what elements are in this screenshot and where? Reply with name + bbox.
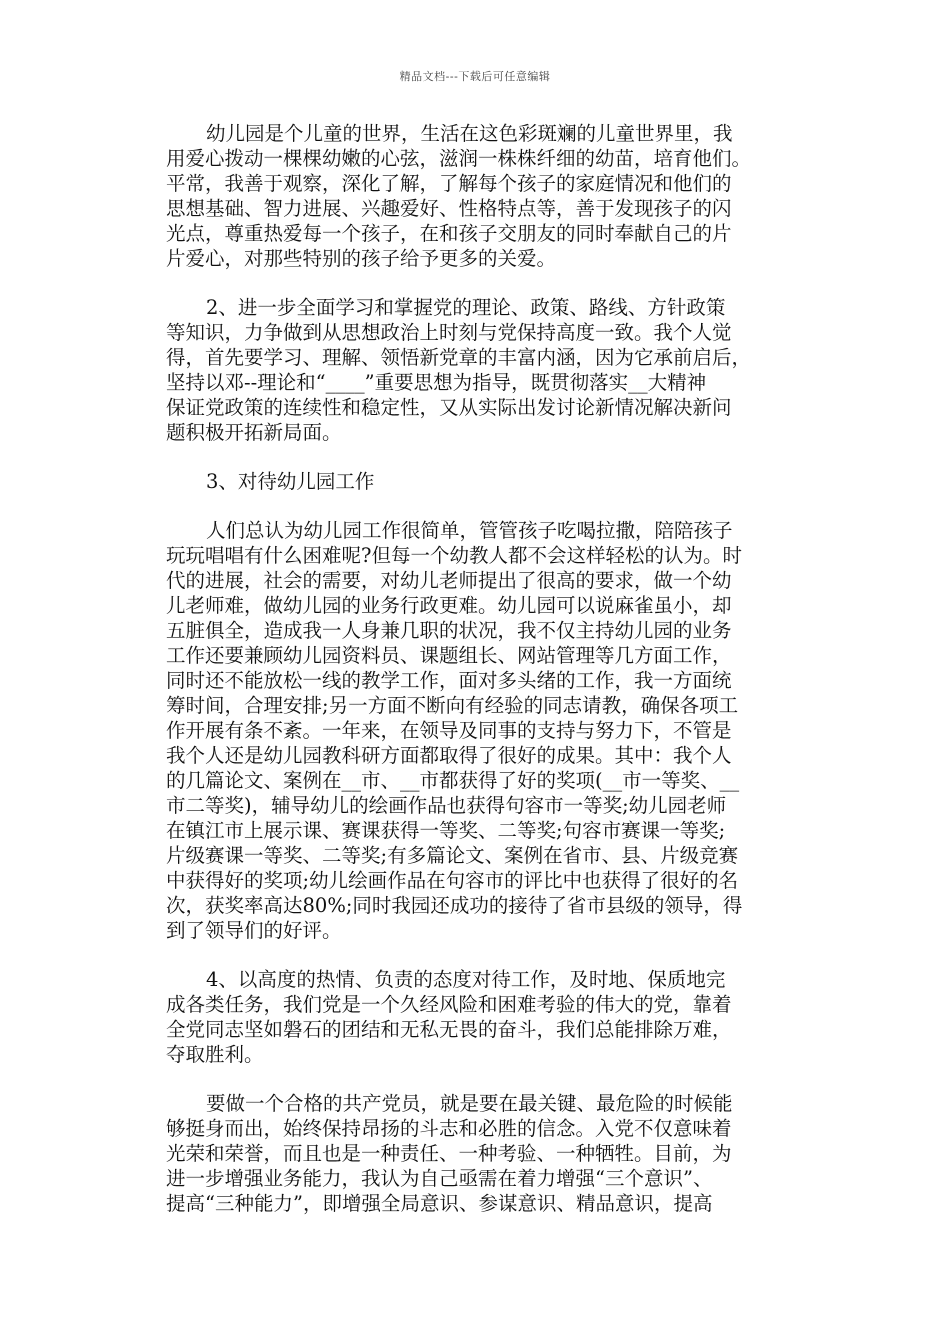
text-line: 2、进一步全面学习和掌握党的理论、政策、路线、方针政策	[206, 296, 726, 319]
text-line: 光点，尊重热爱每一个孩子，在和孩子交朋友的同时奉献自己的片	[166, 222, 732, 245]
page-header: 精品文档---下载后可任意编辑	[399, 70, 551, 83]
text-line: 我个人还是幼儿园教科研方面都取得了很好的成果。其中：我个人	[166, 744, 732, 767]
paragraph-kindergarten-work	[166, 518, 806, 943]
text-line: 工作还要兼顾幼儿园资料员、课题组长、网站管理等几方面工作，	[166, 644, 732, 667]
paragraph-gap	[166, 271, 806, 295]
text-line: 要做一个合格的共产党员，就是要在最关键、最危险的时候能	[206, 1092, 733, 1115]
text-line: 代的进展，社会的需要，对幼儿老师提出了很高的要求，做一个幼	[166, 569, 732, 592]
text-line: 够挺身而出，始终保持昂扬的斗志和必胜的信念。入党不仅意味着	[166, 1117, 732, 1140]
text-line: 提高“三种能力”，即增强全局意识、参谋意识、精品意识，提高	[166, 1192, 713, 1215]
text-line: 在镇江市上展示课、赛课获得一等奖、二等奖;句容市赛课一等奖;	[166, 819, 726, 842]
text-line: 坚持以邓--理论和“____”重要思想为指导，既贯彻落实__大精神	[166, 371, 707, 394]
text-line: 儿老师难，做幼儿园的业务行政更难。幼儿园可以说麻雀虽小，却	[166, 594, 732, 617]
text-line: 全党同志坚如磐石的团结和无私无畏的奋斗，我们总能排除万难，	[166, 1018, 732, 1041]
text-line: 人们总认为幼儿园工作很简单，管管孩子吃喝拉撒，陪陪孩子	[206, 519, 733, 542]
text-line: 次，获奖率高达80%;同时我园还成功的接待了省市县级的领导，得	[166, 894, 743, 917]
text-line: 用爱心拨动一棵棵幼嫩的心弦，滋润一株株纤细的幼苗，培育他们。	[166, 147, 752, 170]
paragraph-gap	[166, 445, 806, 469]
text-line: 夺取胜利。	[166, 1043, 264, 1066]
text-line: 得，首先要学习、理解、领悟新党章的丰富内涵，因为它承前启后，	[166, 346, 752, 369]
paragraph-gap	[166, 494, 806, 518]
document-body	[166, 121, 806, 1216]
text-line: 五脏俱全，造成我一人身兼几职的状况，我不仅主持幼儿园的业务	[166, 619, 732, 642]
text-line: 到了领导们的好评。	[166, 919, 342, 942]
text-line: 中获得好的奖项;幼儿绘画作品在句容市的评比中也获得了很好的名	[166, 869, 739, 892]
text-line: 玩玩唱唱有什么困难呢?但每一个幼教人都不会这样轻松的认为。时	[166, 544, 742, 567]
paragraph-gap	[166, 1067, 806, 1091]
text-line: 作开展有条不紊。一年来，在领导及同事的支持与努力下，不管是	[166, 719, 732, 742]
text-line: 保证党政策的连续性和稳定性，又从实际出发讨论新情况解决新问	[166, 396, 732, 419]
text-line: 片级赛课一等奖、二等奖;有多篇论文、案例在省市、县、片级竞赛	[166, 844, 739, 867]
text-line: 4、以高度的热情、负责的态度对待工作，及时地、保质地完	[206, 968, 726, 991]
text-line: 光荣和荣誉，而且也是一种责任、一种考验、一种牺牲。目前，为	[166, 1142, 732, 1165]
paragraph-item-2	[166, 295, 806, 445]
text-line: 题积极开拓新局面。	[166, 421, 342, 444]
paragraph-kindergarten-world	[166, 121, 806, 271]
text-line: 同时还不能放松一线的教学工作，面对多头绪的工作，我一方面统	[166, 669, 732, 692]
section-heading: 3、对待幼儿园工作	[206, 470, 375, 493]
paragraph-item-4	[166, 967, 806, 1067]
text-line: 等知识，力争做到从思想政治上时刻与党保持高度一致。我个人觉	[166, 321, 732, 344]
paragraph-gap	[166, 943, 806, 967]
text-line: 成各类任务，我们党是一个久经风险和困难考验的伟大的党，靠着	[166, 993, 732, 1016]
text-line: 片爱心，对那些特别的孩子给予更多的关爱。	[166, 247, 557, 270]
text-line: 平常，我善于观察，深化了解，了解每个孩子的家庭情况和他们的	[166, 172, 732, 195]
text-line: 幼儿园是个儿童的世界，生活在这色彩斑斓的儿童世界里，我	[206, 122, 733, 145]
text-line: 进一步增强业务能力，我认为自己亟需在着力增强“三个意识”、	[166, 1167, 713, 1190]
paragraph-party-member	[166, 1091, 806, 1216]
text-line: 市二等奖)，辅导幼儿的绘画作品也获得句容市一等奖;幼儿园老师	[166, 794, 727, 817]
text-line: 筹时间，合理安排;另一方面不断向有经验的同志请教，确保各项工	[166, 694, 739, 717]
text-line: 的几篇论文、案例在__市、__市都获得了好的奖项(__市一等奖、__	[166, 769, 740, 792]
text-line: 思想基础、智力进展、兴趣爱好、性格特点等，善于发现孩子的闪	[166, 197, 732, 220]
paragraph-item-3-heading	[166, 469, 806, 494]
